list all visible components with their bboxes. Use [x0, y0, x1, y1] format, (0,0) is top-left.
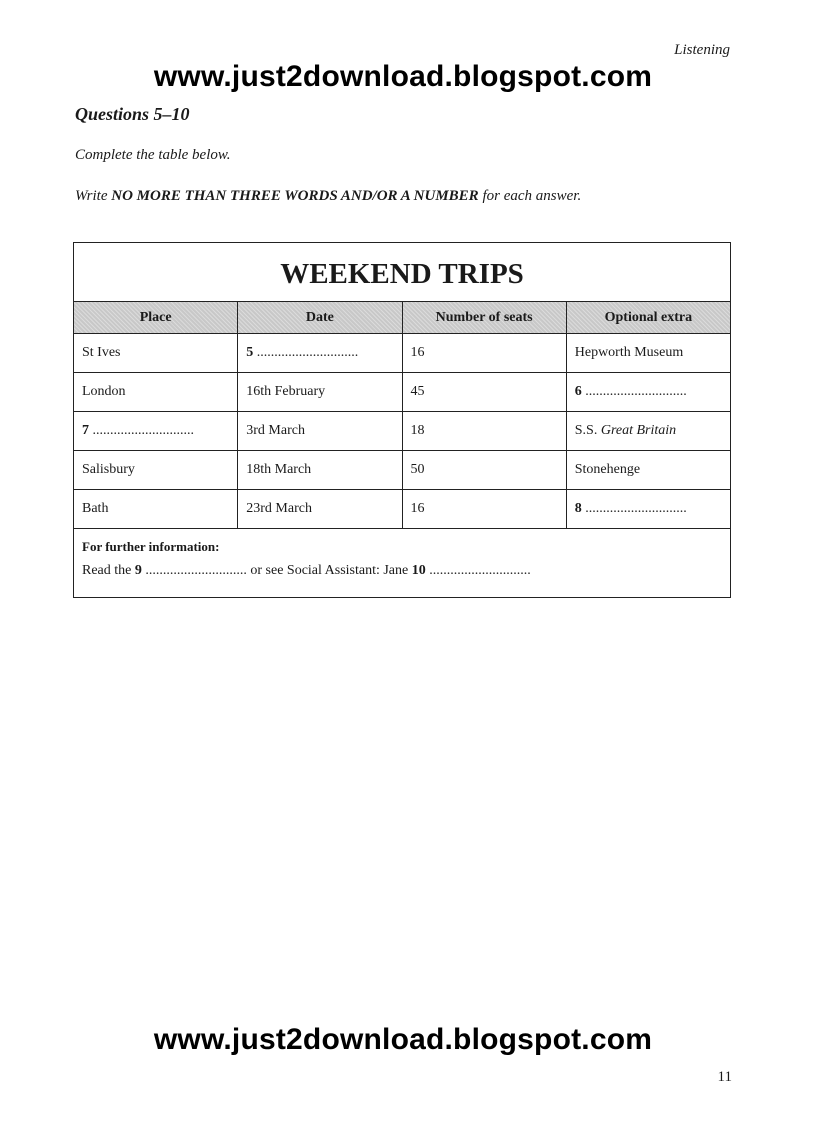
instruction-complete-table: Complete the table below.	[75, 147, 231, 163]
cell-extra	[567, 412, 730, 450]
cell-seats: 45	[403, 373, 567, 411]
header-date: Date	[238, 302, 402, 333]
weekend-trips-table	[73, 242, 731, 598]
question-number-10: 10	[411, 563, 426, 578]
cell-place: St Ives	[74, 334, 238, 372]
page-number: 11	[717, 1069, 732, 1085]
table-row	[74, 412, 730, 451]
header-number-of-seats: Number of seats	[403, 302, 567, 333]
question-number-7: 7	[82, 423, 89, 438]
footer-label: For further information:	[82, 539, 220, 554]
table-row	[74, 373, 730, 412]
answer-blank: .............................	[585, 384, 687, 399]
cell-date: 3rd March	[238, 412, 402, 450]
question-number-5: 5	[246, 345, 254, 360]
footer-line	[82, 555, 730, 579]
answer-blank: .............................	[256, 345, 359, 360]
cell-place-blank[interactable]	[74, 412, 238, 450]
section-label: Listening	[674, 42, 730, 58]
cell-date: 18th March	[238, 451, 402, 489]
extra-prefix: S.S.	[574, 423, 601, 438]
cell-extra: Hepworth Museum	[574, 345, 684, 360]
answer-blank: .............................	[92, 423, 194, 438]
table-row	[74, 490, 730, 529]
header-optional-extra: Optional extra	[567, 302, 730, 333]
instruction-prefix: Write	[75, 188, 112, 204]
table-row	[74, 334, 730, 373]
cell-seats: 18	[403, 412, 567, 450]
watermark-bottom: www.just2download.blogspot.com	[153, 1023, 653, 1056]
question-number-6: 6	[574, 384, 582, 399]
answer-blank-10[interactable]: .............................	[429, 563, 531, 578]
cell-date: 23rd March	[238, 490, 402, 528]
cell-seats: 16	[403, 490, 567, 528]
answer-blank-9[interactable]: .............................	[145, 563, 247, 578]
table-title: WEEKEND TRIPS	[74, 243, 730, 302]
header-place: Place	[74, 302, 238, 333]
table-row	[74, 451, 730, 490]
cell-place: Salisbury	[74, 451, 238, 489]
watermark-top: www.just2download.blogspot.com	[153, 60, 653, 93]
questions-heading: Questions 5–10	[75, 104, 190, 124]
question-number-8: 8	[574, 501, 582, 516]
footer-read-prefix: Read the	[82, 563, 135, 578]
question-number-9: 9	[134, 563, 142, 578]
extra-ship-name: Great Britain	[600, 423, 677, 438]
answer-blank: .............................	[585, 501, 687, 516]
cell-date-blank[interactable]	[238, 334, 402, 372]
table-footer	[74, 529, 730, 597]
cell-place: London	[74, 373, 238, 411]
instruction-suffix: for each answer.	[478, 188, 582, 204]
table-header-row	[74, 302, 730, 334]
footer-middle-text: or see Social Assistant: Jane	[246, 563, 412, 578]
cell-seats: 50	[403, 451, 567, 489]
cell-extra: Stonehenge	[574, 462, 641, 477]
cell-extra-blank[interactable]	[567, 373, 730, 411]
cell-place: Bath	[74, 490, 238, 528]
cell-date: 16th February	[238, 373, 402, 411]
instruction-word-limit-bold: NO MORE THAN THREE WORDS AND/OR A NUMBER	[111, 188, 479, 204]
cell-extra-blank[interactable]	[567, 490, 730, 528]
instruction-word-limit	[75, 188, 581, 205]
cell-seats: 16	[403, 334, 567, 372]
